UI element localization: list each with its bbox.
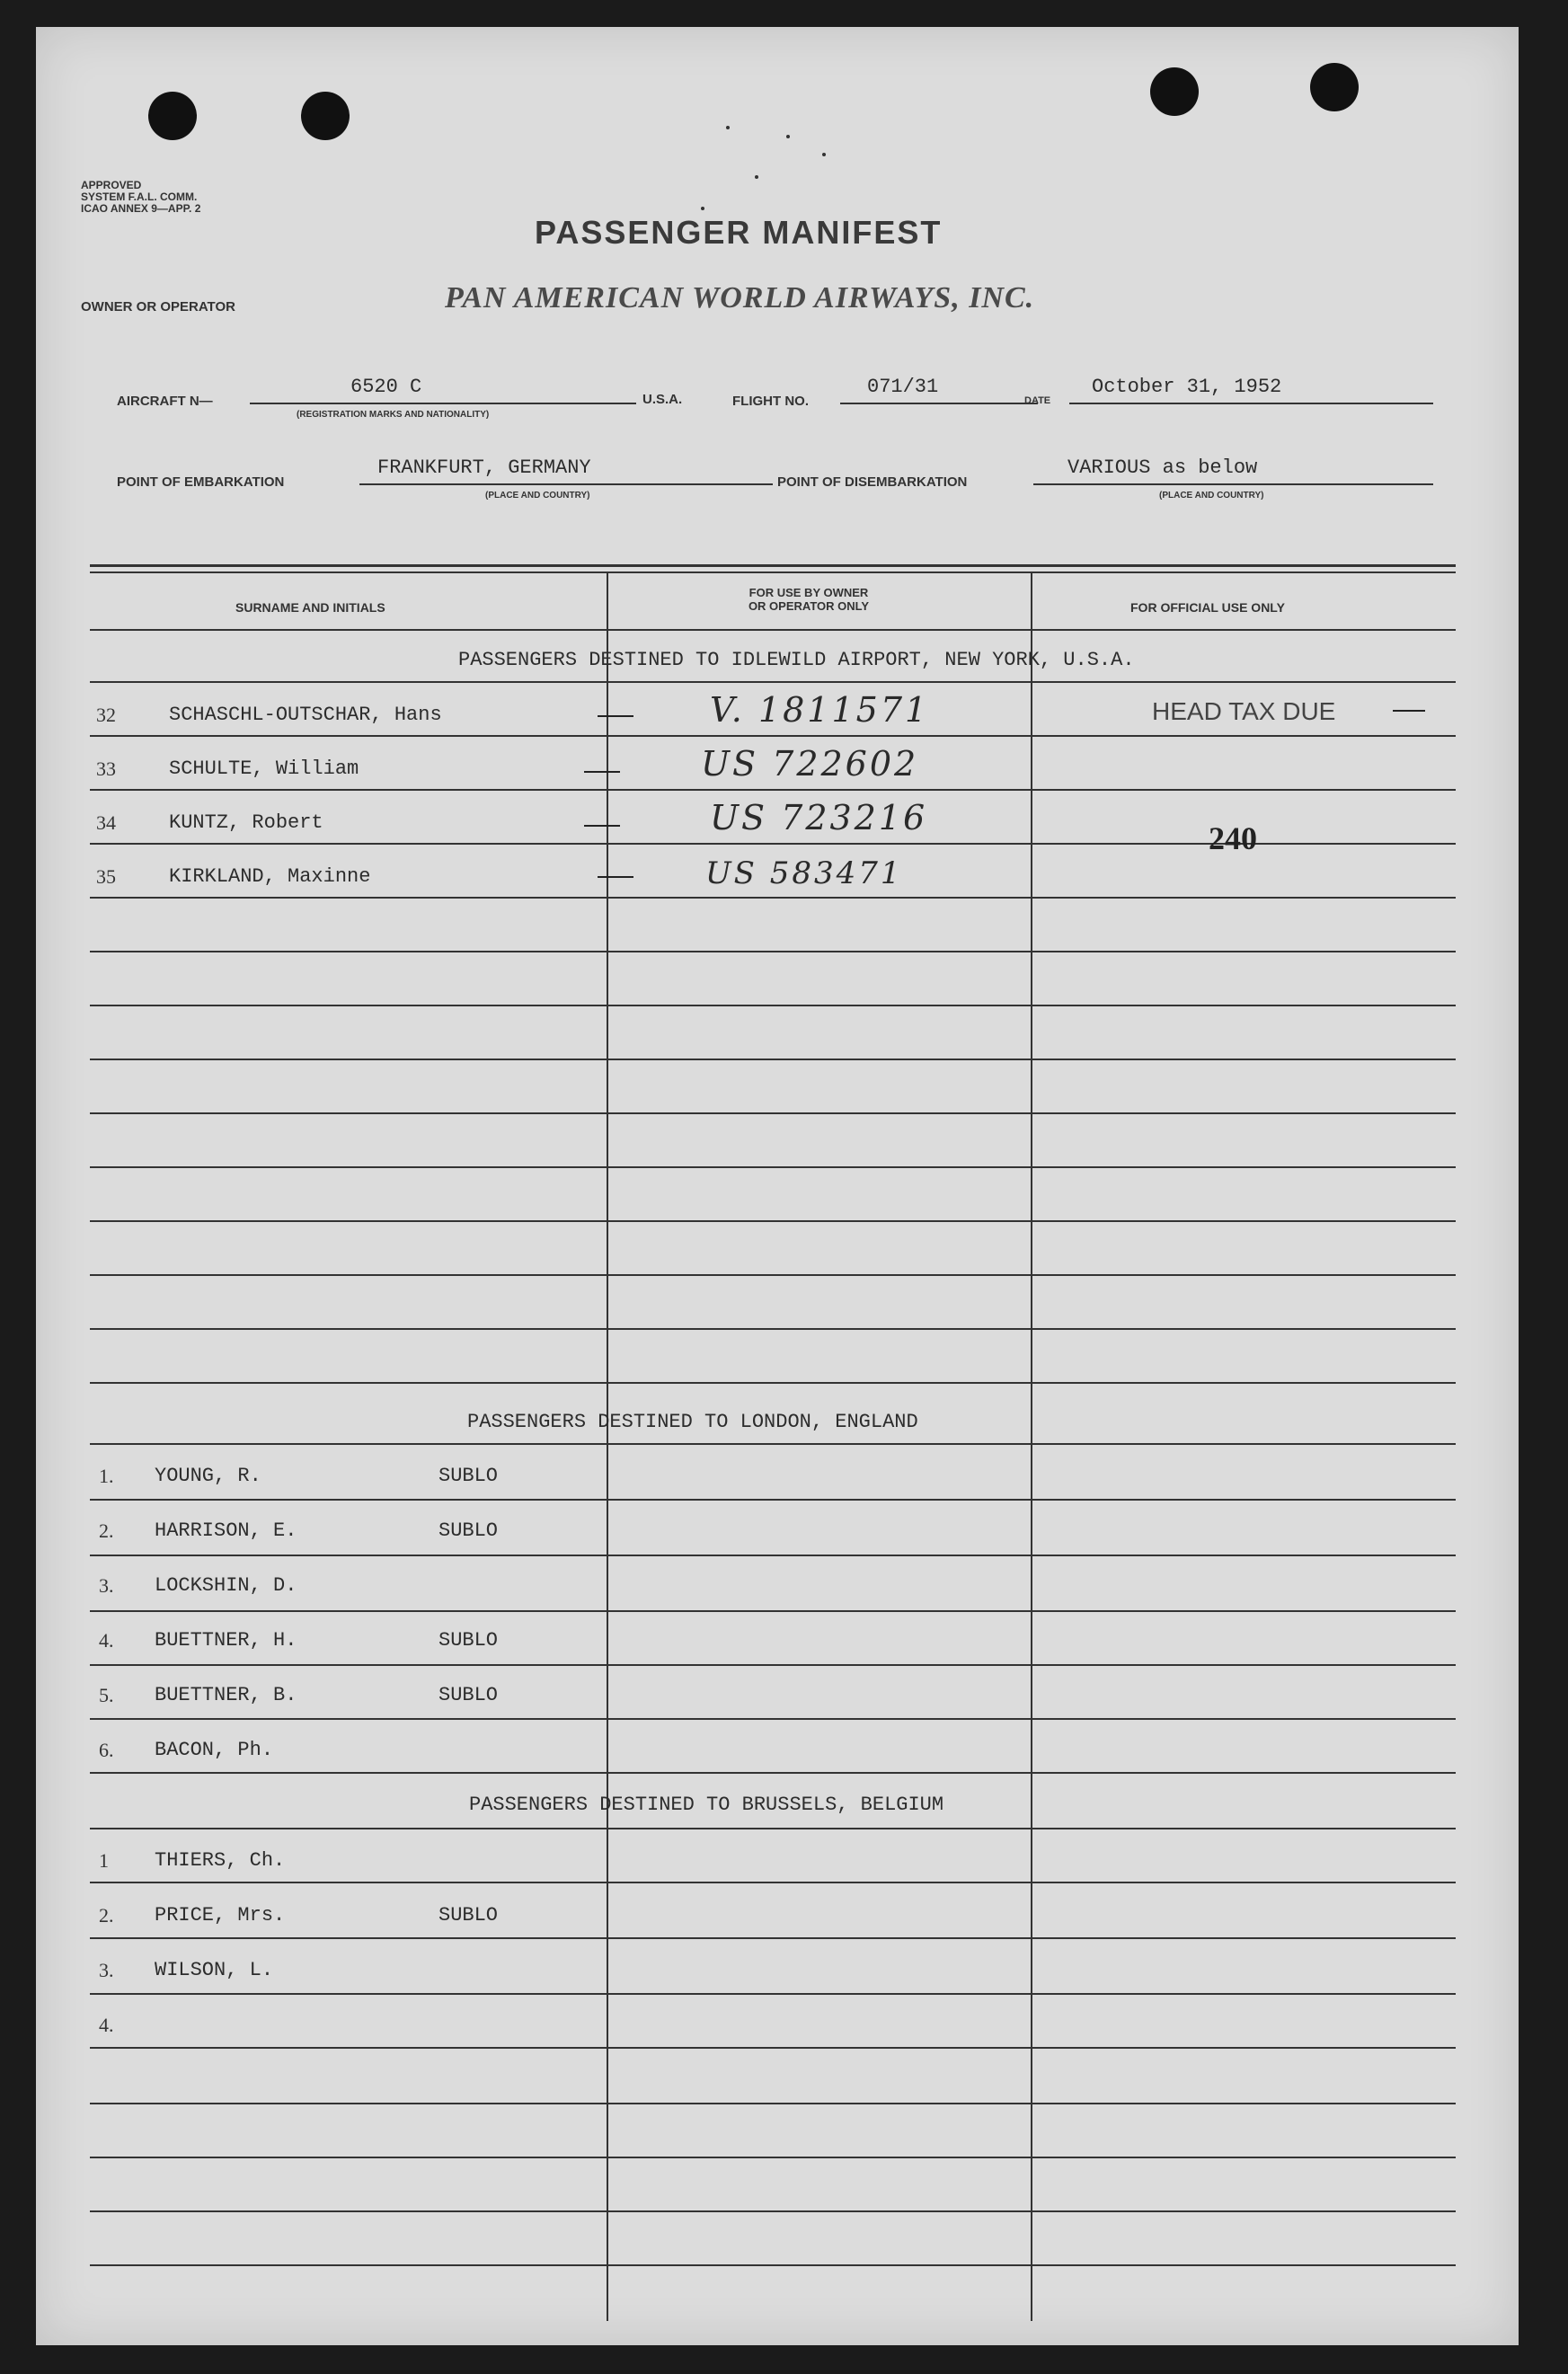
row-rule — [90, 1882, 1456, 1883]
embarkation-label: POINT OF EMBARKATION — [117, 474, 285, 490]
passport-number: V. 1811571 — [710, 690, 930, 730]
row-number: 3. — [99, 1574, 114, 1597]
passport-number: US 583471 — [705, 855, 903, 891]
column-divider — [607, 571, 608, 2321]
row-number: 6. — [99, 1739, 114, 1761]
row-rule — [90, 1220, 1456, 1222]
row-rule — [90, 1610, 1456, 1612]
passenger-name: PRICE, Mrs. — [155, 1904, 286, 1927]
passenger-code: SUBLO — [439, 1904, 499, 1927]
row-number: 4. — [99, 1629, 114, 1652]
row-number: 3. — [99, 1959, 114, 1981]
row-rule — [90, 1993, 1456, 1995]
disembarkation-value: VARIOUS as below — [1067, 456, 1258, 479]
row-rule — [90, 1166, 1456, 1168]
passenger-name: YOUNG, R. — [155, 1465, 261, 1487]
row-rule — [90, 789, 1456, 791]
row-number: 33 — [96, 757, 116, 780]
row-number: 2. — [99, 1519, 114, 1542]
row-rule — [90, 1382, 1456, 1384]
column-divider — [1031, 571, 1032, 2321]
row-number: 1 — [99, 1849, 109, 1872]
column-header-surname: SURNAME AND INITIALS — [235, 600, 385, 615]
row-rule — [90, 1937, 1456, 1939]
head-tax-number: 240 — [1209, 820, 1257, 856]
punch-hole — [1310, 63, 1359, 111]
passenger-name: BUETTNER, B. — [155, 1684, 297, 1706]
row-rule — [90, 1772, 1456, 1774]
embarkation-value: FRANKFURT, GERMANY — [377, 456, 591, 479]
row-rule — [90, 2264, 1456, 2266]
row-rule — [90, 735, 1456, 737]
place-country-label: (PLACE AND COUNTRY) — [485, 491, 590, 500]
passenger-code: SUBLO — [439, 1684, 499, 1706]
aircraft-value: 6520 C — [350, 376, 422, 398]
flight-label: FLIGHT NO. — [732, 394, 809, 409]
date-value: October 31, 1952 — [1092, 376, 1282, 398]
manifest-sheet — [36, 27, 1519, 2345]
row-rule — [90, 951, 1456, 952]
row-number: 2. — [99, 1904, 114, 1927]
passenger-name: BACON, Ph. — [155, 1739, 274, 1761]
row-rule — [90, 2157, 1456, 2158]
date-label: DATE — [1024, 395, 1051, 406]
passenger-name: KIRKLAND, Maxinne — [169, 865, 371, 888]
section-heading: PASSENGERS DESTINED TO BRUSSELS, BELGIUM — [469, 1794, 944, 1816]
row-rule — [90, 1555, 1456, 1556]
row-number: 32 — [96, 704, 116, 726]
row-number: 1. — [99, 1465, 114, 1487]
row-rule — [90, 1499, 1456, 1501]
row-rule — [90, 2047, 1456, 2049]
operator-name: PAN AMERICAN WORLD AIRWAYS, INC. — [445, 281, 1035, 314]
row-rule — [90, 2103, 1456, 2104]
row-rule — [90, 1443, 1456, 1445]
passenger-name: LOCKSHIN, D. — [155, 1574, 297, 1597]
row-rule — [90, 2210, 1456, 2212]
passenger-code: SUBLO — [439, 1465, 499, 1487]
section-heading: PASSENGERS DESTINED TO LONDON, ENGLAND — [467, 1411, 918, 1433]
page-title: PASSENGER MANIFEST — [535, 214, 943, 251]
usa-label: U.S.A. — [642, 392, 683, 407]
row-rule — [90, 1059, 1456, 1060]
passenger-name: BUETTNER, H. — [155, 1629, 297, 1652]
approval-stamp: APPROVED SYSTEM F.A.L. COMM. ICAO ANNEX 9—APP. 2 — [81, 179, 201, 215]
row-rule — [90, 1718, 1456, 1720]
passenger-name: SCHULTE, William — [169, 757, 359, 780]
row-number: 4. — [99, 2014, 114, 2036]
place-country-label-2: (PLACE AND COUNTRY) — [1159, 491, 1264, 500]
punch-hole — [301, 92, 350, 140]
passenger-name: WILSON, L. — [155, 1959, 274, 1981]
head-tax-note: HEAD TAX DUE — [1152, 697, 1336, 725]
punch-hole — [1150, 67, 1199, 116]
row-number: 34 — [96, 811, 116, 834]
punch-hole — [148, 92, 197, 140]
row-rule — [90, 1274, 1456, 1276]
row-rule — [90, 1828, 1456, 1829]
row-rule — [90, 1005, 1456, 1006]
owner-label: OWNER OR OPERATOR — [81, 299, 235, 314]
column-header-owner: FOR USE BY OWNER OR OPERATOR ONLY — [748, 586, 870, 613]
passenger-code: SUBLO — [439, 1519, 499, 1542]
disembarkation-label: POINT OF DISEMBARKATION — [777, 474, 968, 490]
passenger-name: SCHASCHL-OUTSCHAR, Hans — [169, 704, 442, 726]
row-rule — [90, 1328, 1456, 1330]
aircraft-label: AIRCRAFT N— — [117, 394, 213, 409]
section-heading: PASSENGERS DESTINED TO IDLEWILD AIRPORT, NEW YORK, U.S.A. — [458, 649, 1135, 671]
row-rule — [90, 681, 1456, 683]
row-rule — [90, 897, 1456, 899]
registration-label: (REGISTRATION MARKS AND NATIONALITY) — [297, 410, 490, 420]
passport-number: US 723216 — [710, 798, 928, 837]
passenger-name: HARRISON, E. — [155, 1519, 297, 1542]
row-number: 35 — [96, 865, 116, 888]
flight-value: 071/31 — [867, 376, 939, 398]
row-rule — [90, 1112, 1456, 1114]
passenger-code: SUBLO — [439, 1629, 499, 1652]
row-number: 5. — [99, 1684, 114, 1706]
column-header-official: FOR OFFICIAL USE ONLY — [1130, 600, 1285, 615]
passenger-name: KUNTZ, Robert — [169, 811, 323, 834]
row-rule — [90, 1664, 1456, 1666]
passport-number: US 722602 — [701, 744, 919, 784]
passenger-name: THIERS, Ch. — [155, 1849, 286, 1872]
